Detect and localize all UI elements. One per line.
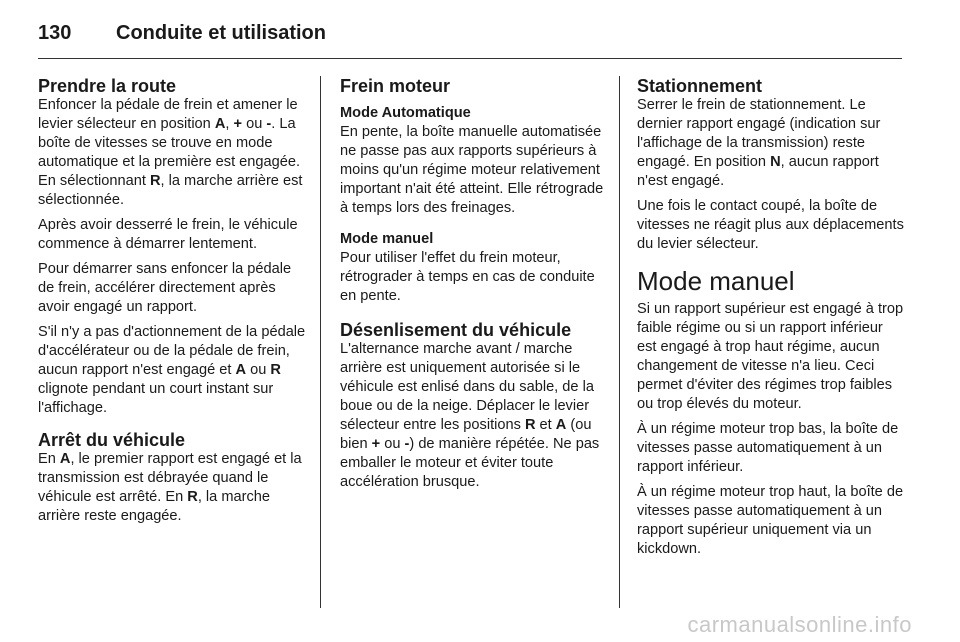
paragraph: À un régime moteur trop bas, la boîte de vitesses passe automatiquement à un rapport inférieur.	[637, 421, 899, 475]
paragraph: Pour démarrer sans enfoncer la pédale de frein, accélérer directement après avoir engagé un rapport.	[38, 261, 292, 315]
section-stationnement	[637, 76, 905, 254]
section-title: Prendre la route	[38, 76, 177, 96]
paragraph: Après avoir desserré le frein, le véhicule commence à démarrer lentement.	[38, 217, 298, 252]
section-desenlisement	[340, 320, 608, 492]
column-divider-1	[320, 76, 321, 608]
paragraph: Enfoncer la pédale de frein et amener le levier sélecteur en position A, + ou -. La boîte de vitesses se trouve en mode automatique et la première est engagée. En sélectionnant R, la marche arrière est sélectionnée.	[38, 97, 303, 208]
chapter-title: Conduite et utilisation	[116, 21, 326, 44]
page-header	[38, 18, 326, 48]
page-number: 130	[38, 21, 72, 44]
section-mode-manuel	[637, 266, 905, 559]
section-arret-du-vehicule	[38, 430, 306, 526]
paragraph: En A, le premier rapport est engagé et la transmission est débrayée quand le véhicule est arrêté. En R, la marche arrière reste engagée.	[38, 451, 302, 524]
column-divider-2	[619, 76, 620, 608]
subsection-title: Mode manuel	[340, 231, 434, 247]
section-title: Stationnement	[637, 76, 763, 96]
chapter-heading: Mode manuel	[637, 266, 795, 296]
section-title: Désenlisement du véhicule	[340, 320, 572, 340]
section-title: Frein moteur	[340, 76, 451, 96]
paragraph: À un régime moteur trop haut, la boîte de vitesses passe automatiquement à un rapport supérieur uniquement via un kickdown.	[637, 484, 904, 557]
paragraph: S'il n'y a pas d'actionnement de la pédale d'accélérateur ou de la pédale de frein, aucun rapport n'est engagé et A ou R clignote pendant un court instant sur l'affichage.	[38, 324, 306, 416]
section-title: Arrêt du véhicule	[38, 430, 186, 450]
column-1	[38, 76, 306, 538]
watermark: carmanualsonline.info	[687, 612, 912, 637]
paragraph: Une fois le contact coupé, la boîte de vitesses ne réagit plus aux déplacements du levier sélecteur.	[637, 198, 904, 252]
paragraph: Si un rapport supérieur est engagé à trop faible régime ou si un rapport inférieur est engagé à trop haut régime, aucun changement de vitesse n'a lieu. Ceci permet d'éviter des régimes trop faibles ou trop élevés du moteur.	[637, 301, 904, 412]
paragraph: Serrer le frein de stationnement. Le dernier rapport engagé (indication sur l'affichage de la transmission) reste engagé. En position N, aucun rapport n'est engagé.	[637, 97, 881, 189]
header-rule	[38, 58, 902, 59]
paragraph: Pour utiliser l'effet du frein moteur, rétrograder à temps en cas de conduite en pente.	[340, 250, 595, 304]
paragraph: En pente, la boîte manuelle automatisée ne passe pas aux rapports supérieurs à moins qu'un régime moteur relativement important n'ait été atteint. Elle rétrograde à temps lors des freinages.	[340, 124, 604, 216]
section-frein-moteur	[340, 76, 608, 306]
section-prendre-la-route	[38, 76, 306, 418]
subsection-title: Mode Automatique	[340, 105, 471, 121]
column-3	[637, 76, 905, 565]
column-2	[340, 76, 608, 504]
paragraph: L'alternance marche avant / marche arrière est uniquement autorisée si le véhicule est enlisé dans du sable, de la boue ou de la neige. Déplacer le levier sélecteur entre les positions R et A (ou bien + ou -) de manière répétée. Ne pas emballer le moteur et éviter toute accélération brusque.	[340, 341, 600, 490]
